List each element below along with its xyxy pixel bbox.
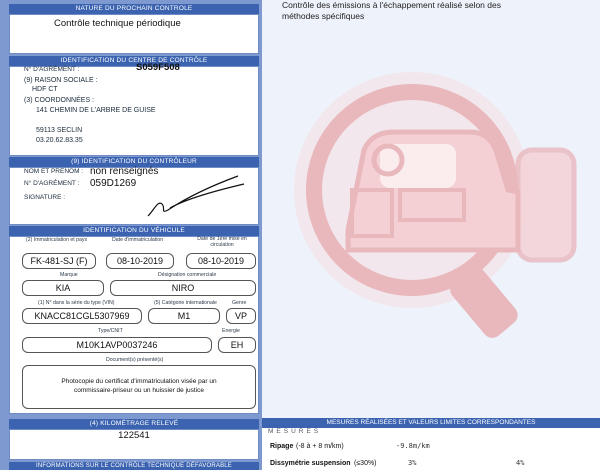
designation-label: Désignation commerciale xyxy=(158,272,217,278)
address-line2: 59113 SECLIN xyxy=(36,127,83,134)
dissymetrie-ar: 4% xyxy=(516,459,525,467)
dissymetrie-av: 3% xyxy=(408,459,417,467)
mesures-subheader: MESURES xyxy=(268,428,322,435)
nom-value: non renseignés xyxy=(90,166,159,177)
designation-field: NIRO xyxy=(110,280,256,296)
energie-label: Energie xyxy=(222,328,240,334)
vin-label: (1) N° dans la série du type (VIN) xyxy=(38,300,115,306)
genre-field: VP xyxy=(226,308,256,324)
signature-scribble xyxy=(140,170,250,220)
nature-panel xyxy=(9,14,259,54)
ripage-value: -9.8m/km xyxy=(396,442,430,450)
kilometrage-header: (4) KILOMÉTRAGE RELEVÉ xyxy=(9,419,259,429)
nature-value: Contrôle technique périodique xyxy=(54,18,181,29)
documents-label: Document(s) présenté(s) xyxy=(106,357,164,363)
ripage-limit: (-8 à + 8 m/km) xyxy=(296,443,344,450)
controleur-agrement-value: 059D1269 xyxy=(90,178,137,189)
documents-line2: commissaire-priseur ou un huissier de justice xyxy=(73,387,205,394)
kilometrage-value: 122541 xyxy=(118,430,150,441)
centre-agrement-value: S059F508 xyxy=(136,62,180,73)
right-column xyxy=(262,0,600,470)
date-circ-label: Date de 1ère mise en circulation xyxy=(197,236,247,248)
raison-value: HDF CT xyxy=(32,86,58,93)
emissions-note xyxy=(282,0,582,22)
controleur-panel xyxy=(9,167,259,225)
vehicle-watermark-icon xyxy=(282,40,582,340)
vin-field: KNACC81CGL5307969 xyxy=(22,308,142,324)
immat-label: (2) Immatriculation et pays xyxy=(26,237,88,243)
controleur-agrement-label: N° D'AGRÉMENT : xyxy=(24,180,80,187)
centre-header: IDENTIFICATION DU CENTRE DE CONTRÔLE xyxy=(9,56,259,66)
date-immat-label: Date d'immatriculation xyxy=(112,237,164,243)
dissymetrie-limit: (≤30%) xyxy=(354,460,377,467)
mesures-header: MESURES RÉALISÉES ET VALEURS LIMITES CORRESPONDANTES xyxy=(262,418,600,428)
vehicule-header: IDENTIFICATION DU VÉHICULE xyxy=(9,226,259,236)
vehicule-panel xyxy=(9,236,259,414)
marque-field: KIA xyxy=(22,280,104,296)
raison-label: (9) RAISON SOCIALE : xyxy=(24,77,98,84)
categorie-field: M1 xyxy=(148,308,220,324)
kilometrage-panel xyxy=(9,429,259,460)
immat-field: FK-481-SJ (F) xyxy=(22,253,96,269)
emissions-line2: méthodes spécifiques xyxy=(282,11,365,21)
categorie-label: (5) Catégorie internationale xyxy=(154,300,217,306)
nature-header: NATURE DU PROCHAIN CONTROLE xyxy=(9,4,259,14)
mesures-panel xyxy=(262,418,600,470)
type-field: M10K1AVP0037246 xyxy=(22,337,212,353)
energie-field: EH xyxy=(218,337,256,353)
date-immat-field: 08-10-2019 xyxy=(106,253,174,269)
centre-panel xyxy=(9,62,259,156)
left-column xyxy=(0,0,262,470)
address-line1: 141 CHEMIN DE L'ARBRE DE GUISE xyxy=(36,107,156,114)
coord-label: (3) COORDONNÉES : xyxy=(24,97,95,104)
documents-line1: Photocopie du certificat d'immatriculation visée par un xyxy=(61,378,217,385)
unfavourable-header: INFORMATIONS SUR LE CONTRÔLE TECHNIQUE DÉFAVORABLE xyxy=(9,462,259,470)
emissions-line1: Contrôle des émissions à l'échappement réalisé selon des xyxy=(282,0,501,10)
documents-box xyxy=(22,365,256,409)
marque-label: Marque xyxy=(60,272,78,278)
phone: 03.20.62.83.35 xyxy=(36,137,83,144)
signature-label: SIGNATURE : xyxy=(24,194,66,201)
type-label: Type/CNIT xyxy=(98,328,123,334)
nom-label: NOM ET PRENOM : xyxy=(24,168,84,175)
centre-agrement-label: N° D'AGRÉMENT : xyxy=(24,66,80,73)
date-circ-field: 08-10-2019 xyxy=(186,253,256,269)
ripage-label: Ripage xyxy=(270,443,294,450)
genre-label: Genre xyxy=(232,300,247,306)
dissymetrie-label: Dissymétrie suspension xyxy=(270,460,351,467)
controleur-header: (9) IDENTIFICATION DU CONTRÔLEUR xyxy=(9,157,259,167)
